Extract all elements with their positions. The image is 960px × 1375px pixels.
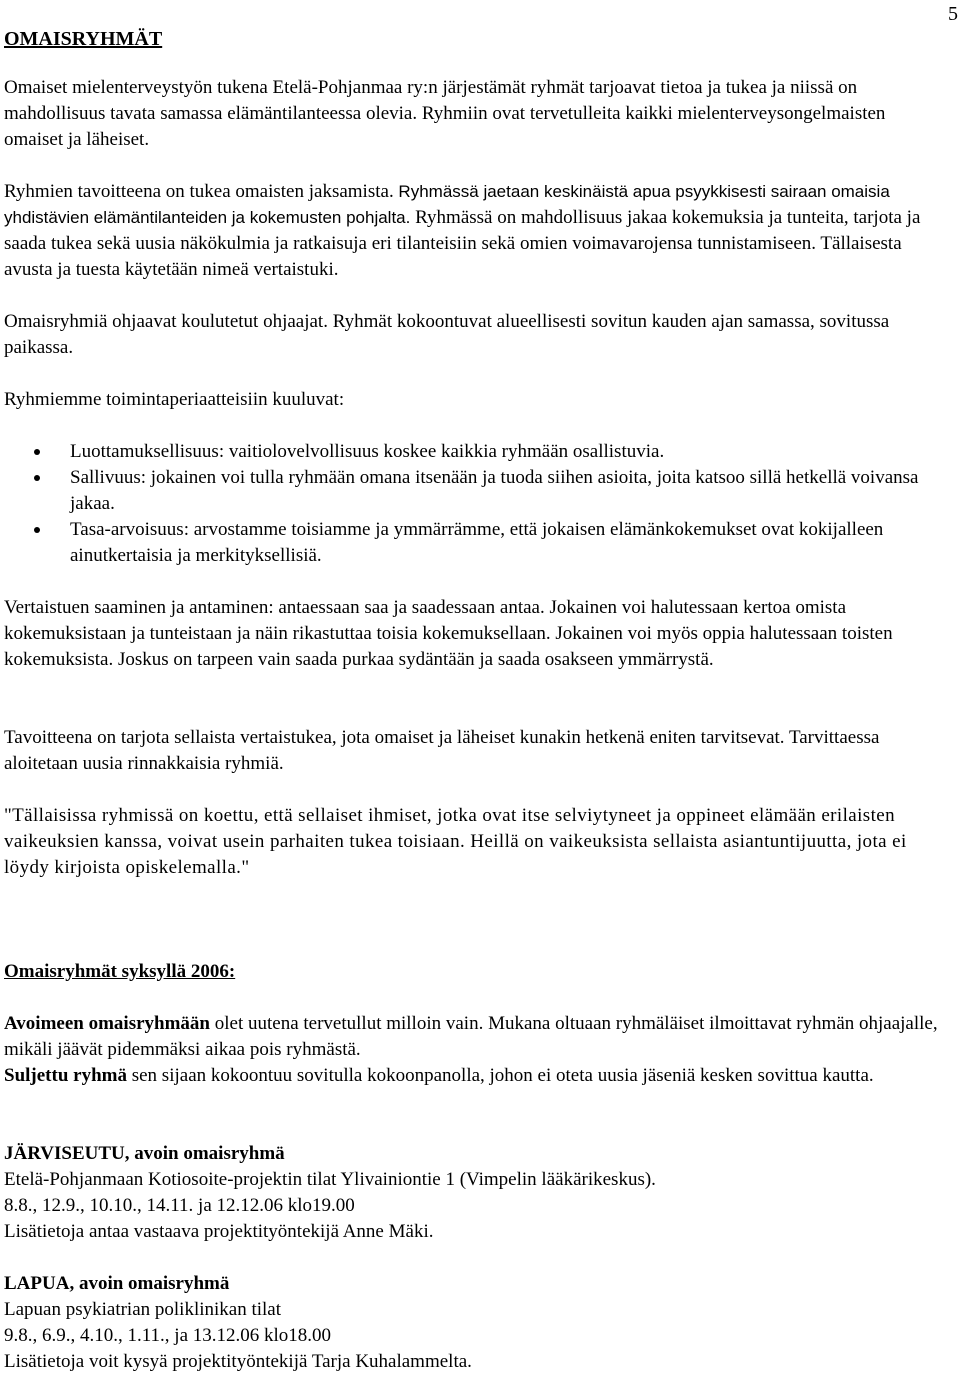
principle-text: Tasa-arvoisuus: arvostamme toisiamme ja ymmärrämme, että jokaisen elämänkokemukset ovat kokijalleen ainutkertaisia ja merkityksellisiä. [70, 519, 884, 566]
group-title: JÄRVISEUTU, avoin omaisryhmä [4, 1143, 285, 1164]
list-item [4, 439, 944, 465]
group-place: Etelä-Pohjanmaan Kotiosoite-projektin tilat Ylivainiontie 1 (Vimpelin lääkärikeskus). [4, 1169, 656, 1190]
goal-part-2: Ryhmässä jaetaan keskinäistä apua psyykkisesti sairaan omaisia yhdistävien elämäntilanteiden ja kokemusten pohjalta. [4, 182, 890, 227]
group-dates: 9.8., 6.9., 4.10., 1.11., ja 13.12.06 klo18.00 [4, 1325, 332, 1346]
principle-text: Sallivuus: jokainen voi tulla ryhmään omana itsenään ja tuoda siihen asioita, joita katsoo sillä hetkellä voivansa jakaa. [70, 467, 919, 514]
goal-part-3: Ryhmässä on mahdollisuus jakaa kokemuksia ja tunteita, tarjota ja saada tukea sekä uusia näkökulmia ja ratkaisuja eri tilanteisiin sekä omien voimavarojensa tunnistamiseen. Tällaisesta avusta ja tuesta käytetään nimeä vertaistuki. [4, 207, 921, 280]
goal-part-1: Ryhmien tavoitteena on tukea omaisten jaksamista. [4, 181, 394, 202]
list-item [4, 465, 944, 517]
list-item [4, 517, 944, 569]
closed-group-label: Suljettu ryhmä [4, 1065, 127, 1086]
group-contact: Lisätietoja voit kysyä projektityöntekijä Tarja Kuhalammelta. [4, 1351, 472, 1372]
bullet-icon [34, 527, 40, 533]
goal-paragraph [4, 179, 944, 283]
closed-group-paragraph [4, 1063, 944, 1089]
bullet-icon [34, 475, 40, 481]
page-title: OMAISRYHMÄT [4, 28, 163, 50]
group-contact: Lisätietoja antaa vastaava projektityöntekijä Anne Mäki. [4, 1221, 434, 1242]
principles-list [4, 439, 944, 569]
bullet-icon [34, 449, 40, 455]
open-group-label: Avoimeen omaisryhmään [4, 1013, 210, 1034]
group-title: LAPUA, avoin omaisryhmä [4, 1273, 230, 1294]
page-number: 5 [948, 3, 958, 25]
group-place: Lapuan psykiatrian poliklinikan tilat [4, 1299, 282, 1320]
autumn-heading: Omaisryhmät syksyllä 2006: [4, 961, 236, 982]
quote-paragraph: "Tällaisissa ryhmissä on koettu, että sellaiset ihmiset, jotka ovat itse selviytyneet ja oppineet elämään erilaisten vaikeuksien kanssa, voivat usein parhaiten tukea toisiaan. Heillä on vaikeuksista sellaista asiantuntijuutta, jota ei löydy kirjoista opiskelemalla." [4, 805, 907, 878]
open-group-text: olet uutena tervetullut milloin vain. Mukana oltuaan ryhmäläiset ilmoittavat ryhmän ohjaajalle, mikäli jäävät pidemmäksi aikaa pois ryhmästä. [4, 1013, 938, 1060]
leaders-paragraph: Omaisryhmiä ohjaavat koulutetut ohjaajat. Ryhmät kokoontuvat alueellisesti sovitun kauden ajan samassa, sovitussa paikassa. [4, 311, 890, 358]
group-jarviseutu [4, 1141, 944, 1245]
closed-group-text: sen sijaan kokoontuu sovitulla kokoonpanolla, johon ei oteta uusia jäseniä kesken sovittua kautta. [126, 1065, 874, 1086]
peer-support-paragraph: Vertaistuen saaminen ja antaminen: antaessaan saa ja saadessaan antaa. Jokainen voi halutessaan kertoa omista kokemuksistaan ja tunteistaan ja näin rikastuttaa toisia kokemuksellaan. Jokainen voi myös oppia halutessaan toisten kokemuksista. Joskus on tarpeen vain saada purkaa sydäntään ja saada osakseen ymmärrystä. [4, 597, 893, 670]
principle-text: Luottamuksellisuus: vaitiolovelvollisuus koskee kaikkia ryhmään osallistuvia. [70, 441, 665, 462]
objective-paragraph: Tavoitteena on tarjota sellaista vertaistukea, jota omaiset ja läheiset kunakin hetkenä eniten tarvitsevat. Tarvittaessa aloitetaan uusia rinnakkaisia ryhmiä. [4, 727, 880, 774]
principles-intro: Ryhmiemme toimintaperiaatteisiin kuuluvat: [4, 389, 345, 410]
group-lapua [4, 1271, 944, 1375]
group-types [4, 1011, 944, 1089]
group-dates: 8.8., 12.9., 10.10., 14.11. ja 12.12.06 klo19.00 [4, 1195, 355, 1216]
intro-paragraph: Omaiset mielenterveystyön tukena Etelä-Pohjanmaa ry:n järjestämät ryhmät tarjoavat tietoa ja tukea ja niissä on mahdollisuus tavata samassa elämäntilanteessa olevia. Ryhmiin ovat tervetulleita kaikki mielenterveysongelmaisten omaiset ja läheiset. [4, 77, 886, 150]
open-group-paragraph [4, 1011, 944, 1063]
